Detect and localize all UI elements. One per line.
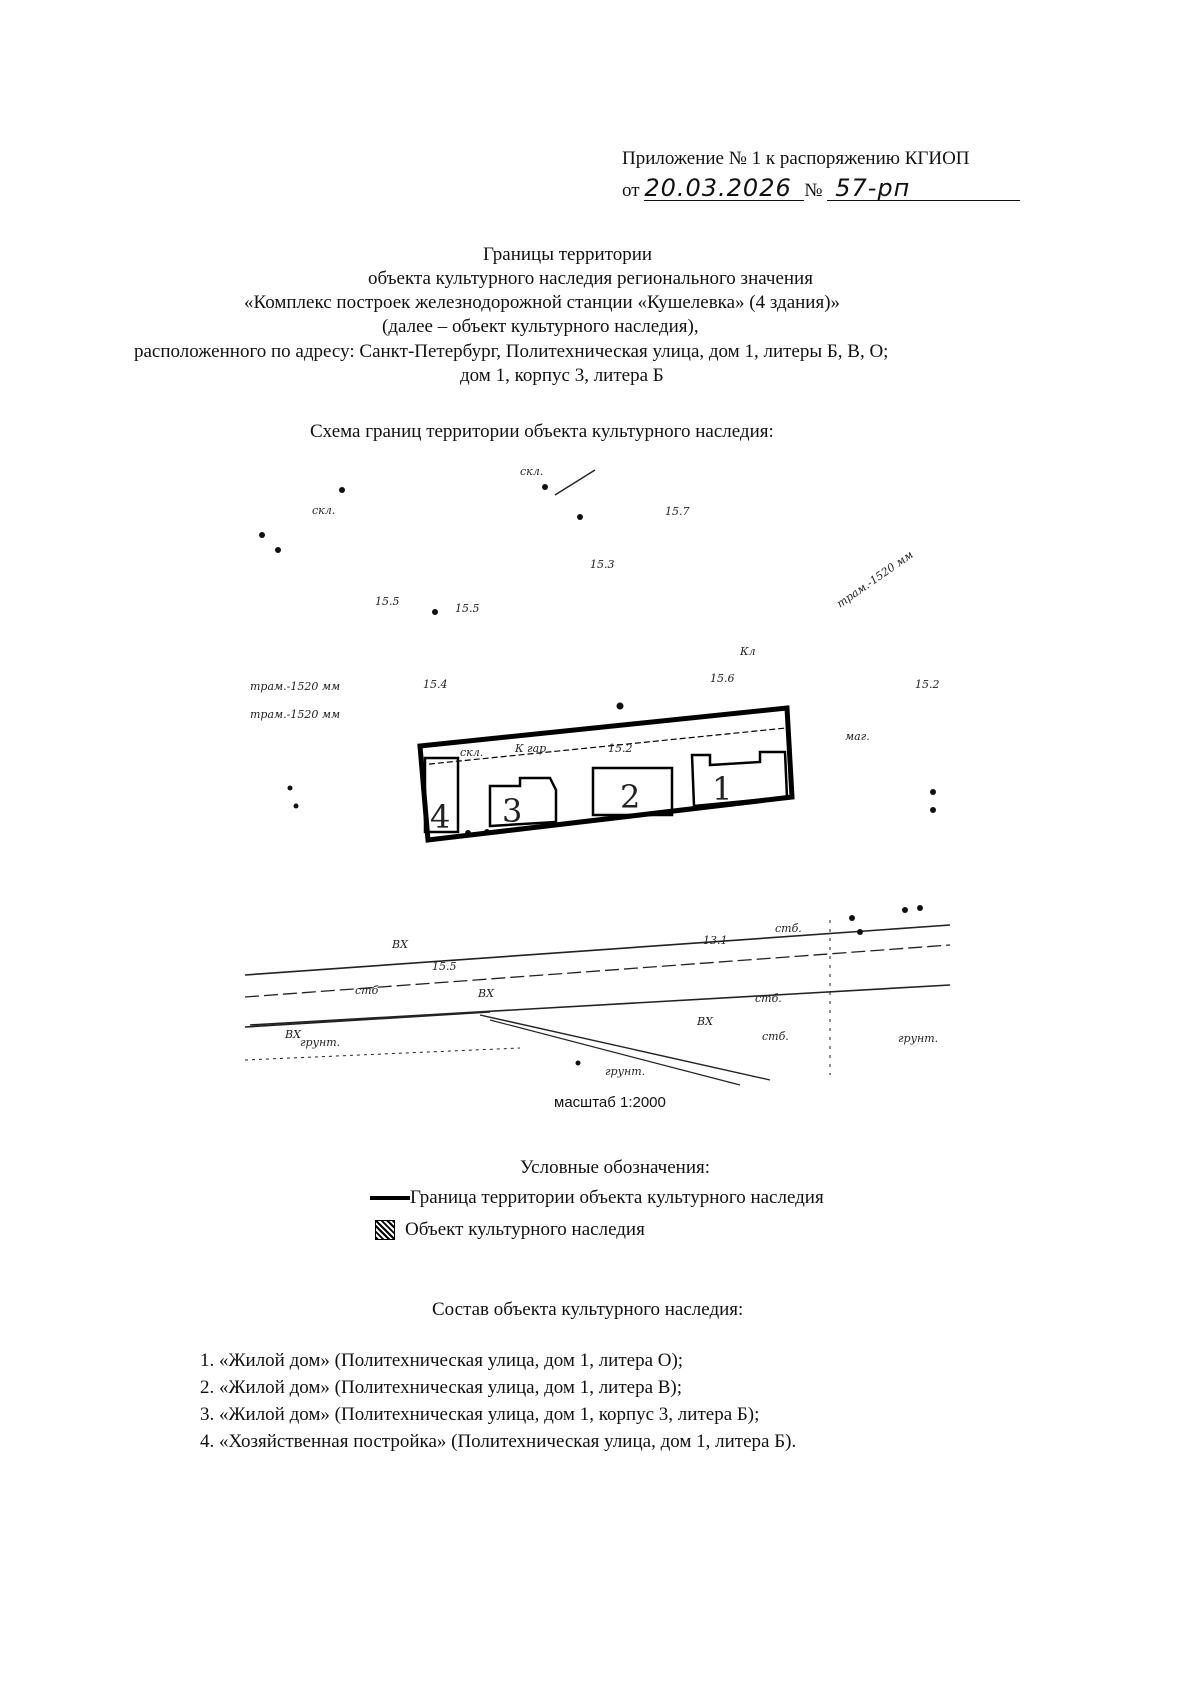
map-label: 15.5 bbox=[375, 595, 400, 608]
composition-item: 2. «Жилой дом» (Политехническая улица, дом 1, литера В); bbox=[200, 1377, 683, 1398]
map-label: 13.1 bbox=[703, 934, 728, 947]
territory-boundary bbox=[420, 708, 792, 840]
map-label: трам.-1520 мм bbox=[834, 548, 916, 611]
building-number-4: 4 bbox=[430, 798, 451, 836]
legend-object bbox=[375, 1219, 645, 1241]
survey-points bbox=[259, 484, 939, 1066]
legend-title: Условные обозначения: bbox=[520, 1157, 711, 1178]
composition-item: 3. «Жилой дом» (Политехническая улица, дом 1, корпус 3, литера Б); bbox=[200, 1404, 760, 1425]
legend-object-label: Объект культурного наследия bbox=[405, 1219, 645, 1240]
map-label: трам.-1520 мм bbox=[250, 708, 341, 721]
map-label: 15.5 bbox=[432, 960, 457, 973]
map-label: К гар bbox=[515, 742, 547, 755]
title-line-4: (далее – объект культурного наследия), bbox=[382, 316, 699, 337]
map-label: грунт. bbox=[898, 1032, 939, 1045]
building-number-1: 1 bbox=[712, 770, 733, 808]
building-1 bbox=[692, 752, 787, 806]
map-labels bbox=[250, 465, 940, 1078]
legend-boundary-label: Граница территории объекта культурного наследия bbox=[410, 1187, 824, 1208]
boundary-map bbox=[238, 462, 960, 1097]
map-label: стб bbox=[355, 984, 379, 997]
map-label: 15.4 bbox=[423, 678, 448, 691]
from-label: от bbox=[622, 180, 640, 201]
map-label: стб. bbox=[762, 1030, 789, 1043]
order-number: 57-рп bbox=[827, 176, 1020, 201]
map-label: 15.6 bbox=[710, 672, 735, 685]
map-label: ВХ bbox=[697, 1015, 713, 1028]
map-label: маг. bbox=[845, 730, 870, 743]
title-line-1: Границы территории bbox=[483, 244, 653, 265]
map-label: ВХ bbox=[392, 938, 408, 951]
map-label: грунт. bbox=[605, 1065, 646, 1078]
map-label: стб. bbox=[755, 992, 782, 1005]
map-label: скл. bbox=[520, 465, 544, 478]
building-3 bbox=[490, 778, 556, 826]
composition-item: 4. «Хозяйственная постройка» (Политехническая улица, дом 1, литера Б). bbox=[200, 1431, 797, 1452]
number-label: № bbox=[804, 180, 823, 201]
composition-item: 1. «Жилой дом» (Политехническая улица, дом 1, литера О); bbox=[200, 1350, 684, 1371]
map-label: стб. bbox=[775, 922, 802, 935]
title-line-5: расположенного по адресу: Санкт-Петербург, Политехническая улица, дом 1, литеры Б, В, О; bbox=[134, 341, 889, 362]
legend-boundary bbox=[370, 1187, 824, 1209]
map-label: Кл bbox=[740, 645, 756, 658]
map-label: 15.7 bbox=[665, 505, 690, 518]
map-label: грунт. bbox=[300, 1036, 341, 1049]
title-line-2: объекта культурного наследия регионального значения bbox=[368, 268, 813, 289]
map-label: 15.2 bbox=[608, 742, 633, 755]
order-ref-line bbox=[622, 176, 1020, 202]
title-line-6: дом 1, корпус 3, литера Б bbox=[460, 365, 664, 386]
building-numbers bbox=[430, 770, 732, 836]
map-label: скл. bbox=[312, 504, 336, 517]
map-label: ВХ bbox=[478, 987, 494, 1000]
scheme-heading: Схема границ территории объекта культурного наследия: bbox=[310, 421, 774, 442]
building-number-2: 2 bbox=[620, 778, 641, 816]
map-label: скл. bbox=[460, 746, 484, 759]
map-label: 15.2 bbox=[915, 678, 940, 691]
hatch-swatch-icon bbox=[375, 1220, 395, 1240]
building-number-3: 3 bbox=[502, 792, 523, 830]
map-label: 15.5 bbox=[455, 602, 480, 615]
map-label: ВХ bbox=[285, 1028, 301, 1041]
composition-heading: Состав объекта культурного наследия: bbox=[432, 1299, 744, 1320]
map-label: 15.3 bbox=[590, 558, 615, 571]
map-label: трам.-1520 мм bbox=[250, 680, 341, 693]
title-line-3: «Комплекс построек железнодорожной станции «Кушелевка» (4 здания)» bbox=[244, 292, 841, 313]
appendix-line: Приложение № 1 к распоряжению КГИОП bbox=[622, 148, 970, 169]
order-date: 20.03.2026 bbox=[644, 176, 804, 201]
boundary-line-swatch bbox=[370, 1196, 410, 1200]
map-scale: масштаб 1:2000 bbox=[554, 1094, 666, 1111]
